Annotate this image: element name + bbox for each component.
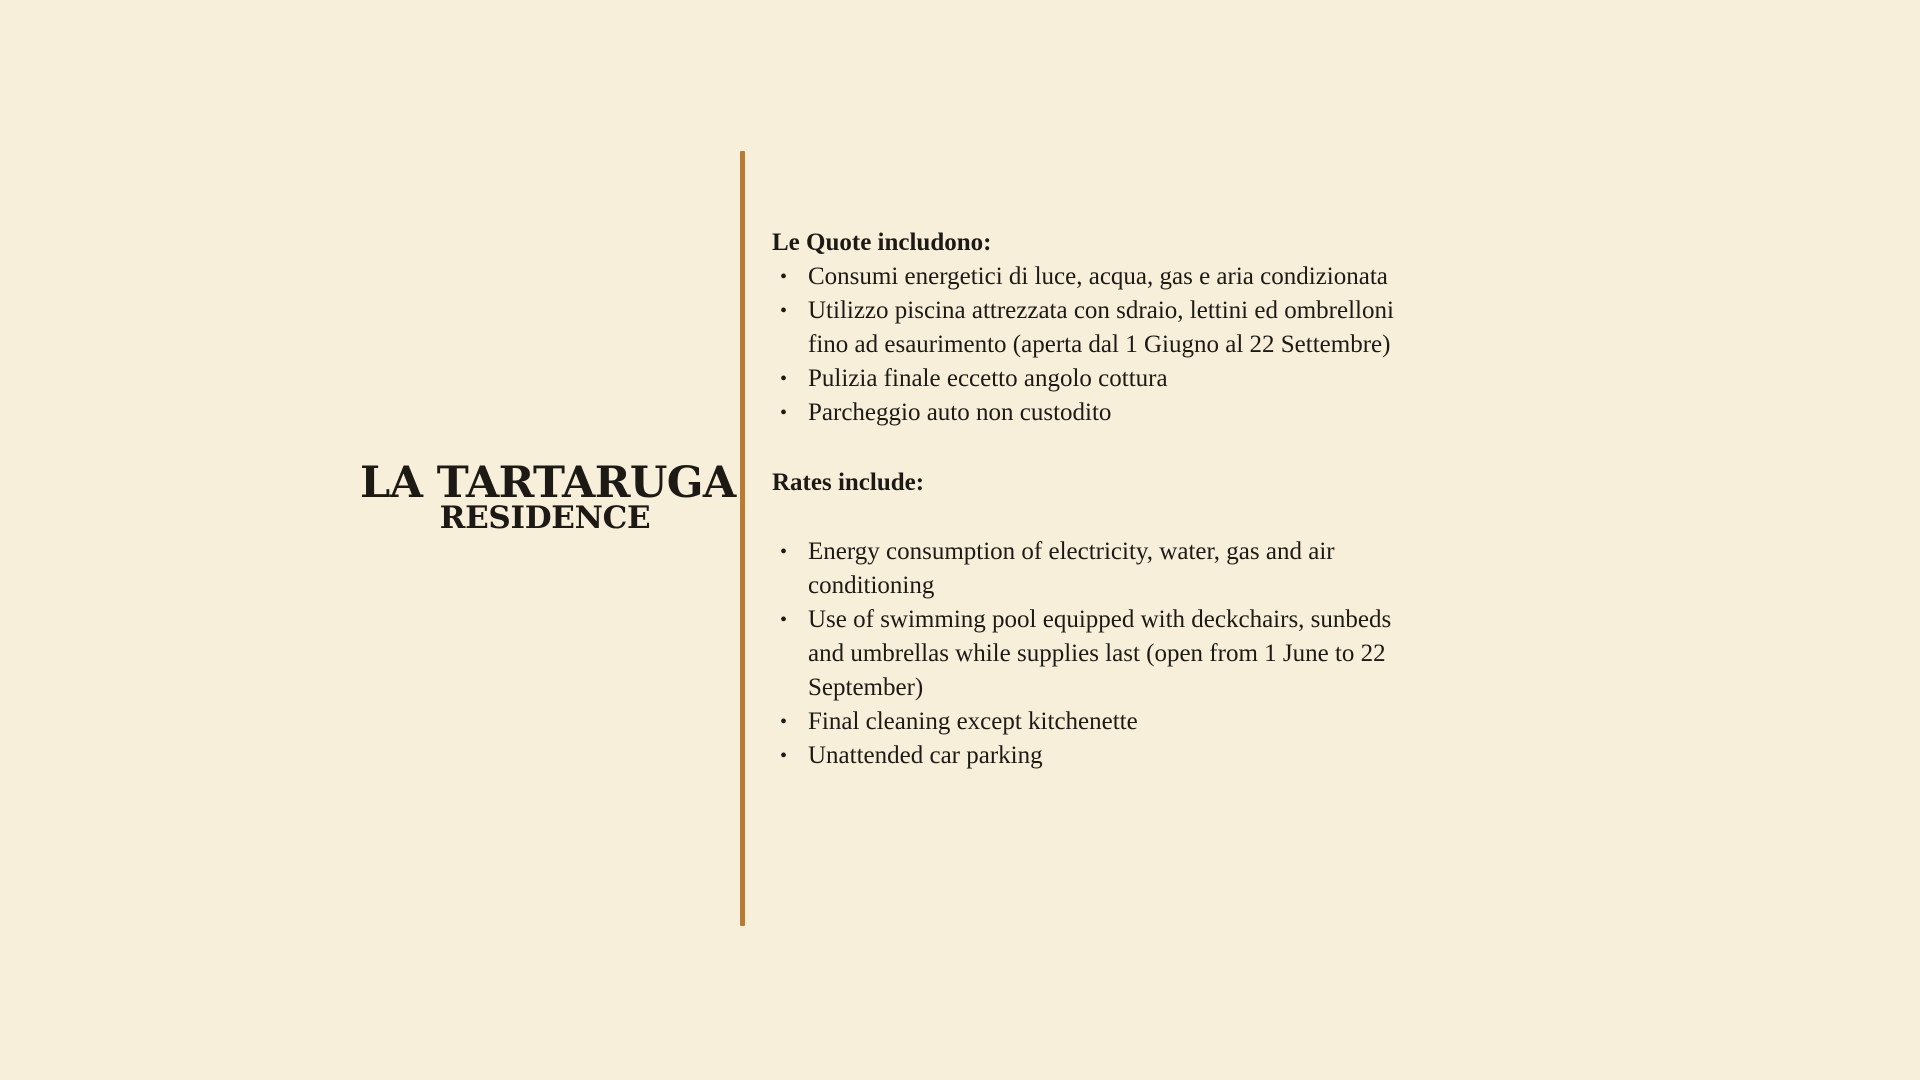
- rates-content: [772, 226, 1412, 773]
- brand-subtitle: RESIDENCE: [439, 500, 651, 536]
- bullet-dot-icon: •: [780, 711, 788, 733]
- list-item: [772, 739, 1412, 773]
- bullet-dot-icon: •: [780, 609, 788, 631]
- list-item: [772, 603, 1412, 705]
- brand-logo: [360, 458, 736, 536]
- list-item: [772, 396, 1412, 430]
- list-item-text: Pulizia finale eccetto angolo cottura: [808, 365, 1168, 392]
- rates-section-italian: [772, 226, 1412, 430]
- brand-title: LA TARTARUGA: [360, 458, 736, 508]
- list-item-text: Final cleaning except kitchenette: [808, 708, 1138, 735]
- list-item: [772, 705, 1412, 739]
- list-item: [772, 260, 1412, 294]
- list-item: [772, 535, 1412, 603]
- bullet-dot-icon: •: [780, 300, 788, 322]
- list-item-text: Energy consumption of electricity, water, gas and air conditioning: [808, 538, 1335, 599]
- bullet-dot-icon: •: [780, 745, 788, 767]
- section-heading: Le Quote includono:: [772, 229, 992, 256]
- included-list: [772, 260, 1412, 430]
- bullet-dot-icon: •: [780, 266, 788, 288]
- list-item-text: Parcheggio auto non custodito: [808, 399, 1112, 426]
- vertical-divider: [740, 151, 745, 926]
- list-item-text: Consumi energetici di luce, acqua, gas e aria condizionata: [808, 263, 1388, 290]
- rates-section-english: [772, 466, 1412, 773]
- list-item-text: Unattended car parking: [808, 742, 1043, 769]
- bullet-dot-icon: •: [780, 541, 788, 563]
- bullet-dot-icon: •: [780, 402, 788, 424]
- section-heading: Rates include:: [772, 469, 925, 496]
- list-item-text: Utilizzo piscina attrezzata con sdraio, lettini ed ombrelloni fino ad esaurimento (aperta dal 1 Giugno al 22 Settembre): [808, 297, 1394, 358]
- list-item-text: Use of swimming pool equipped with deckchairs, sunbeds and umbrellas while supplies last (open from 1 June to 22 September): [808, 606, 1392, 701]
- list-item: [772, 294, 1412, 362]
- included-list: [772, 535, 1412, 773]
- bullet-dot-icon: •: [780, 368, 788, 390]
- list-item: [772, 362, 1412, 396]
